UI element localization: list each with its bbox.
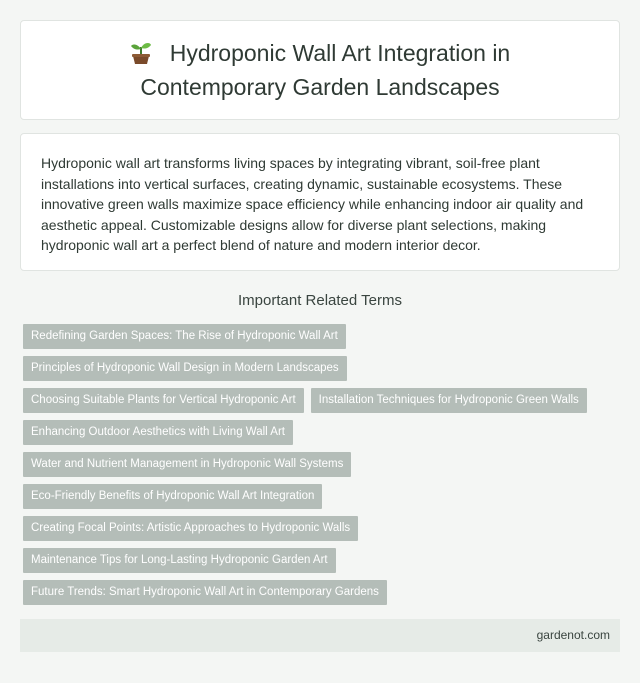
related-term-tag[interactable]: Redefining Garden Spaces: The Rise of Hydroponic Wall Art [23, 324, 346, 349]
related-term-tag[interactable]: Water and Nutrient Management in Hydroponic Wall Systems [23, 452, 351, 477]
page-title [130, 38, 510, 102]
title-line-1: Hydroponic Wall Art Integration in [169, 40, 511, 66]
related-terms-heading: Important Related Terms [238, 292, 402, 309]
footer-site-link[interactable]: gardenot.com [536, 628, 610, 642]
related-term-tag[interactable]: Choosing Suitable Plants for Vertical Hydroponic Art [23, 388, 304, 413]
footer [20, 619, 620, 652]
related-term-tag[interactable]: Creating Focal Points: Artistic Approaches to Hydroponic Walls [23, 516, 358, 541]
related-terms-list [23, 324, 623, 605]
related-term-tag[interactable]: Enhancing Outdoor Aesthetics with Living Wall Art [23, 420, 293, 445]
related-term-tag[interactable]: Installation Techniques for Hydroponic Green Walls [311, 388, 587, 413]
related-term-tag[interactable]: Eco-Friendly Benefits of Hydroponic Wall Art Integration [23, 484, 322, 509]
intro-paragraph: Hydroponic wall art transforms living spaces by integrating vibrant, soil-free plant installations into vertical surfaces, creating dynamic, sustainable ecosystems. These innovative green walls maximize space efficiency while enhancing indoor air quality and aesthetic appeal. Customizable designs allow for diverse plant selections, making hydroponic wall art a perfect blend of nature and modern interior decor. [41, 155, 584, 254]
title-line-2: Contemporary Garden Landscapes [140, 74, 500, 100]
related-term-tag[interactable]: Maintenance Tips for Long-Lasting Hydroponic Garden Art [23, 548, 336, 573]
related-term-tag[interactable]: Future Trends: Smart Hydroponic Wall Art in Contemporary Gardens [23, 580, 387, 605]
sprout-icon [130, 41, 152, 72]
title-card [20, 20, 620, 120]
intro-card [20, 133, 620, 271]
related-term-tag[interactable]: Principles of Hydroponic Wall Design in Modern Landscapes [23, 356, 347, 381]
